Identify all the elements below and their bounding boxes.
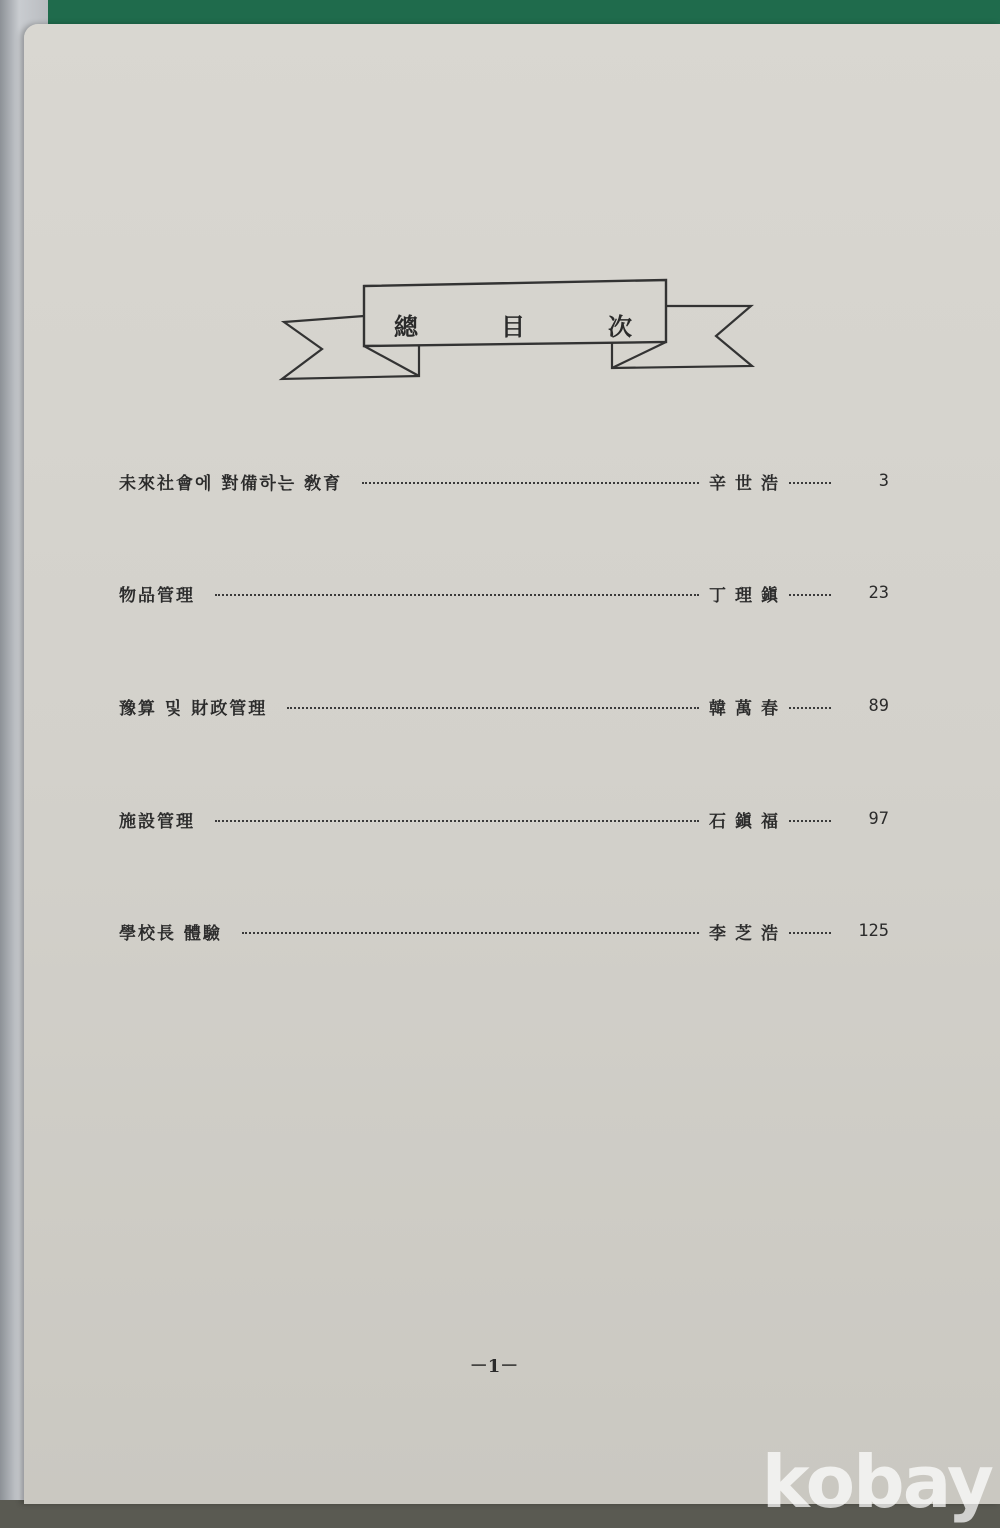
toc-leader-dots-short (789, 820, 831, 822)
toc-entry-title: 物品管理 (119, 585, 195, 606)
document-page (24, 24, 1000, 1504)
toc-entry (119, 689, 889, 723)
toc-entry-author: 李芝浩 (709, 923, 787, 944)
toc-leader-dots (287, 707, 699, 709)
toc-leader-dots-short (789, 594, 831, 596)
toc-entry-author: 辛世浩 (709, 473, 787, 494)
toc-entry (119, 464, 889, 498)
toc-leader-dots (215, 594, 699, 596)
banner-title (364, 294, 664, 354)
toc-leader-dots-short (789, 707, 831, 709)
banner-title-char-1: 總 (394, 311, 420, 341)
toc-entry-page: 89 (868, 696, 889, 716)
toc-entry (119, 802, 889, 836)
toc-leader-dots-short (789, 932, 831, 934)
toc-leader-dots (362, 482, 699, 484)
toc-entry-title: 施設管理 (119, 811, 195, 832)
toc-entry-title: 豫算 및 財政管理 (119, 698, 268, 719)
toc-entry-author: 丁理鎭 (709, 585, 787, 606)
toc-entry-title: 未來社會에 對備하는 敎育 (119, 473, 343, 494)
toc-leader-dots-short (789, 482, 831, 484)
banner-title-char-3: 次 (608, 311, 634, 341)
title-banner (254, 254, 764, 394)
toc-entry (119, 576, 889, 610)
toc-entry-page: 125 (858, 921, 889, 941)
toc-entry (119, 914, 889, 948)
page-number: －1－ (469, 1356, 519, 1377)
toc-entry-author: 石鎭福 (709, 811, 787, 832)
banner-title-char-2: 目 (501, 311, 527, 341)
toc-leader-dots (215, 820, 699, 822)
toc-leader-dots (242, 932, 699, 934)
watermark-logo: kobay (761, 1440, 992, 1524)
toc-entry-page: 23 (868, 583, 889, 603)
toc-entry-page: 3 (878, 471, 889, 491)
toc-entry-author: 韓萬春 (709, 698, 787, 719)
toc-entry-page: 97 (868, 809, 889, 829)
toc-entry-title: 學校長 體驗 (119, 923, 222, 944)
